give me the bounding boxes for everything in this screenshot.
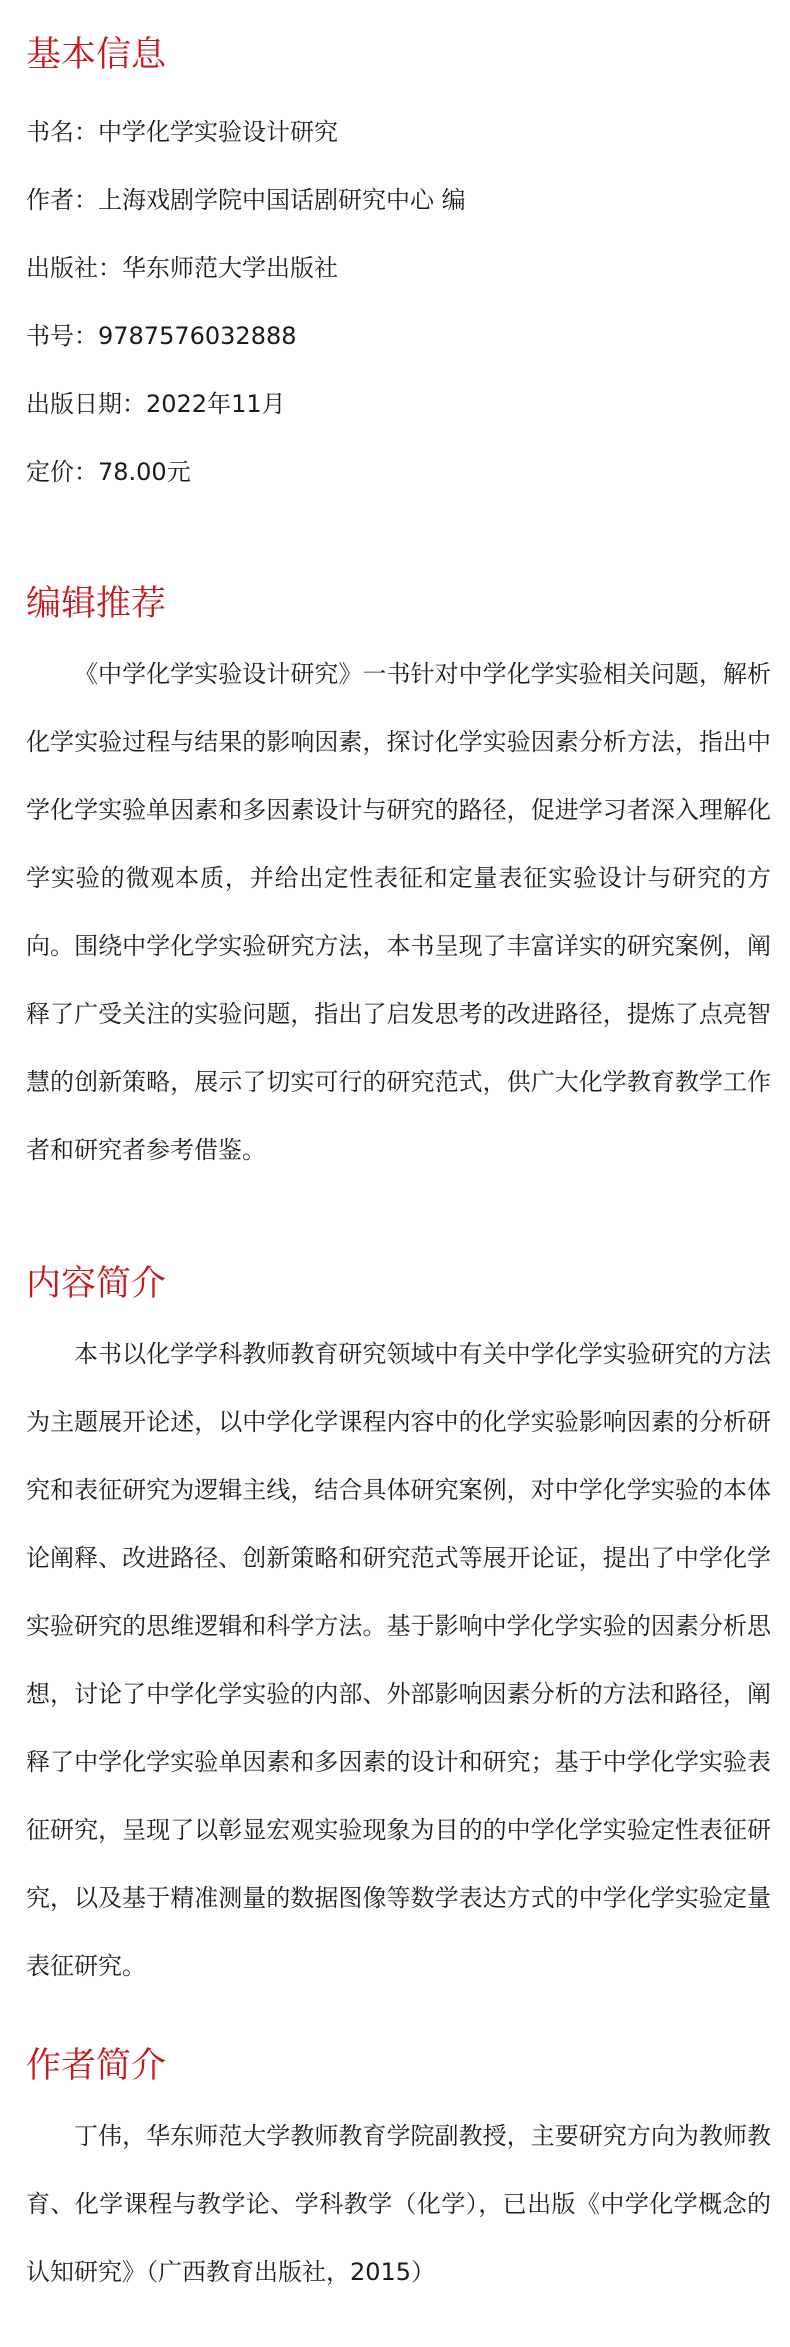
editor-recommend-text: 《中学化学实验设计研究》一书针对中学化学实验相关问题，解析化学实验过程与结果的影响因素，探讨化学实验因素分析方法，指出中学化学实验单因素和多因素设计与研究的路径，促进学习者深入理解化学实验的微观本质，并给出定性表征和定量表征实验设计与研究的方向。围绕中学化学实验研究方法，本书呈现了丰富详实的研究案例，阐释了广受关注的实验问题，指出了启发思考的改进路径，提炼了点亮智慧的创新策略，展示了切实可行的研究范式，供广大化学教育教学工作者和研究者参考借鉴。: [26, 660, 771, 1164]
content-summary-section: [26, 1320, 771, 2000]
basic-info-heading: 基本信息: [26, 35, 167, 75]
book-title-line: 书名：中学化学实验设计研究: [26, 118, 338, 146]
editor-recommend-section: [26, 640, 771, 1184]
basic-info-list: [26, 98, 466, 506]
editor-recommend-heading: 编辑推荐: [26, 584, 167, 624]
author-intro-section: [26, 2102, 771, 2306]
content-summary-heading: 内容简介: [26, 1264, 167, 1304]
isbn-line: 书号：9787576032888: [26, 322, 297, 350]
author-line: 作者：上海戏剧学院中国话剧研究中心 编: [26, 186, 466, 214]
publisher-line: 出版社：华东师范大学出版社: [26, 254, 338, 282]
author-intro-text: 丁伟，华东师范大学教师教育学院副教授，主要研究方向为教师教育、化学课程与教学论、学科教学（化学），已出版《中学化学概念的认知研究》（广西教育出版社，2015）: [26, 2122, 771, 2286]
author-intro-heading: 作者简介: [26, 2046, 167, 2086]
publish-date-line: 出版日期：2022年11月: [26, 390, 286, 418]
price-line: 定价：78.00元: [26, 458, 191, 486]
content-summary-text: 本书以化学学科教师教育研究领域中有关中学化学实验研究的方法为主题展开论述，以中学化学课程内容中的化学实验影响因素的分析研究和表征研究为逻辑主线，结合具体研究案例，对中学化学实验的本体论阐释、改进路径、创新策略和研究范式等展开论证，提出了中学化学实验研究的思维逻辑和科学方法。基于影响中学化学实验的因素分析思想，讨论了中学化学实验的内部、外部影响因素分析的方法和路径，阐释了中学化学实验单因素和多因素的设计和研究；基于中学化学实验表征研究，呈现了以彰显宏观实验现象为目的的中学化学实验定性表征研究，以及基于精准测量的数据图像等数学表达方式的中学化学实验定量表征研究。: [26, 1340, 771, 1980]
